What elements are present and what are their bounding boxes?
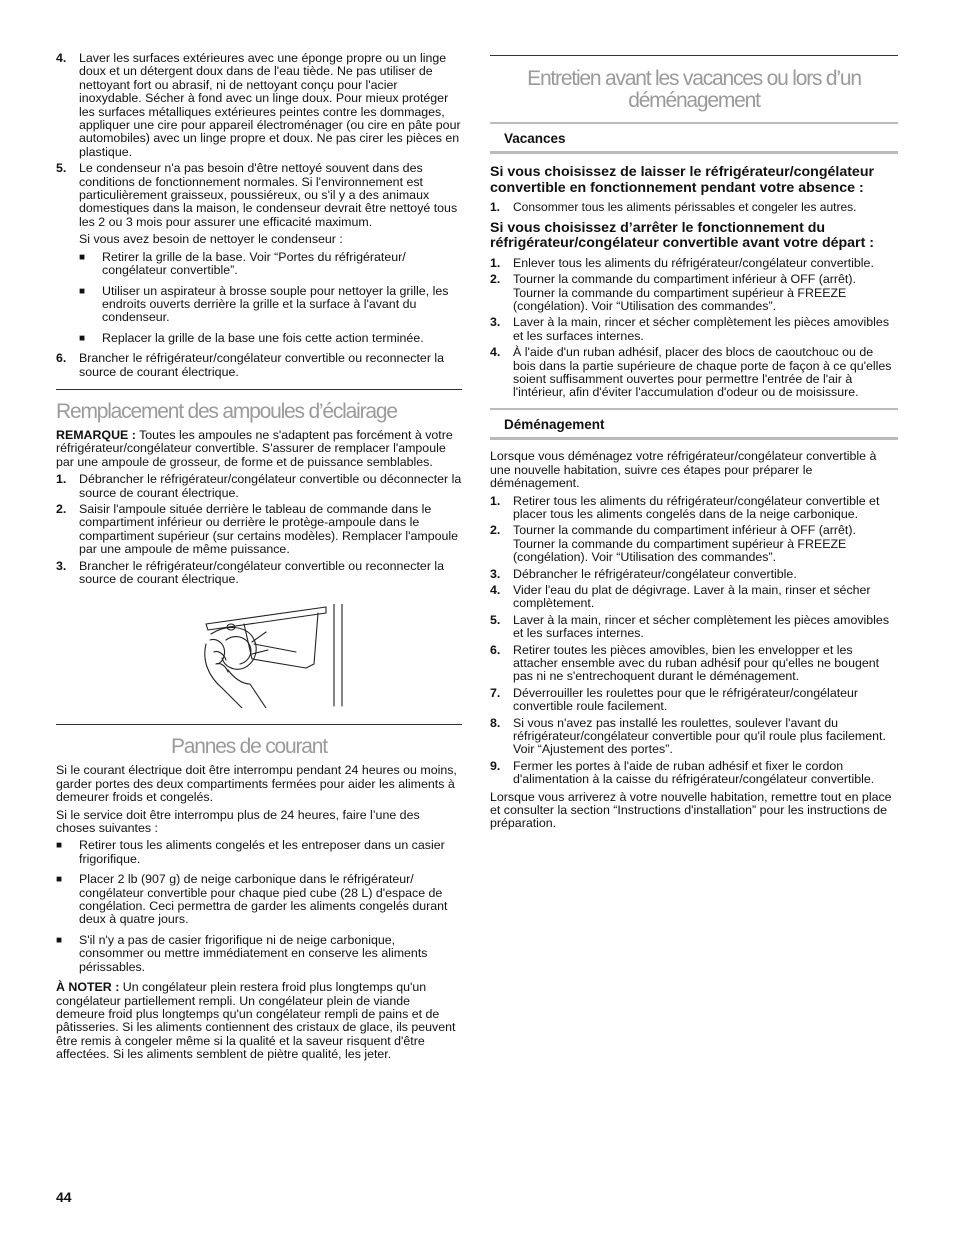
item-number: 2. [490,523,501,538]
item-text: Débrancher le réfrigérateur/congélateur convertible ou déconnecter la source de courant électrique. [79,472,462,500]
item-text: Si vous n'avez pas installé les roulettes, soulever l'avant du réfrigérateur/congélateur convertible pour qu'il roule plus facilement. Voir “Ajustement des portes”. [513,715,886,757]
item-number: 4. [490,345,501,360]
subheading-vacances: Vacances [490,122,898,154]
moving-closing: Lorsque vous arriverez à votre nouvelle habitation, remettre tout en place et consulter la section “Instructions d'installation” pour les instructions de préparation. [490,789,892,831]
item-number: 9. [490,758,501,773]
list-item [490,273,898,313]
item-number: 1. [490,493,501,508]
note-text: Toutes les ampoules ne s'adaptent pas forcément à votre réfrigérateur/congélateur convertible. S'assurer de remplacer l'ampoule par une ampoule de grosseur, de forme et de puissance semblables. [56,427,453,469]
item-number: 1. [490,200,501,215]
item-number: 7. [490,685,501,700]
item-text: Le condenseur n'a pas besoin d'être nettoyé souvent dans des conditions de fonctionnement normales. Si l'environnement est particulièrement graisseux, poussiéreux, ou s'il y a des animaux domestiques dans la maison, le condenseur devrait être nettoyé tous les 2 ou 3 mois pour assurer une efficacité maximum. [79,161,458,229]
vacation-condition-2: Si vous choisissez d’arrêter le fonctionnement du réfrigérateur/congélateur convertible avant votre départ : [490,219,874,252]
item-number: 5. [56,161,67,176]
bullet-icon: ■ [79,332,86,344]
item-text: Laver à la main, rincer et sécher complètement les pièces amovibles et les surfaces internes. [513,612,890,641]
bullet-text: Replacer la grille de la base une fois cette action terminée. [102,330,424,345]
item-text: Laver à la main, rincer et sécher complètement les pièces amovibles et les surfaces internes. [513,315,890,343]
bullet-text: S'il n'y a pas de casier frigorifique ni de neige carbonique, consommer ou mettre immédiatement en conserve les aliments périssables. [79,932,428,974]
list-item [56,503,462,557]
item-text: Saisir l'ampoule située derrière le tableau de commande dans le compartiment inférieur ou derrière le protège-ampoule dans le compartiment supérieur (sur certains modèles). Remplacer l'ampoule par une ampoule de même puissance. [79,501,459,557]
page-number: 44 [56,1189,72,1205]
bullet-item [56,934,462,974]
list-item [490,687,898,714]
note-text: Un congélateur plein restera froid plus longtemps qu'un congélateur partiellement rempli. Un congélateur plein de viande demeure froid plus longtemps qu'un congélateur rempli de pains et de pâtisseries. Si les aliments contiennent des cristaux de glace, ils peuvent être remis à congeler même si la qualité et la saveur risquent d'être affectées. Si les aliments semblent de piètre qualité, les jeter. [56,980,456,1062]
item-text: Retirer toutes les pièces amovibles, bien les envelopper et les attacher ensemble avec du ruban adhésif pour qu'elles ne bougent pas ni ne s'entrechoquent durant le déménagement. [513,642,880,684]
item-text: Laver les surfaces extérieures avec une éponge propre ou un linge doux et un détergent doux dans de l'eau tiède. Ne pas utiliser de nettoyant fort ou abrasif, ni de nettoyant conçu pour l'acier inoxydable. Sécher à fond avec un linge doux. Pour mieux protéger les surfaces métalliques extérieures peintes contre les dommages, appliquer une cire pour appareil électroménager (ou cire en pâte pour automobiles) avec un linge propre et doux. Ne pas cirer les pièces en plastique. [79,51,461,159]
list-item [56,162,462,229]
item-text: Brancher le réfrigérateur/congélateur convertible ou reconnecter la source de courant électrique. [79,351,445,379]
item-text: Déverrouiller les roulettes pour que le réfrigérateur/congélateur convertible roule facilement. [513,685,859,714]
bullet-item [56,839,462,866]
bulb-replacement-illustration [56,604,462,708]
section-title-power: Pannes de courant [171,735,327,759]
item-text: Enlever tous les aliments du réfrigérateur/congélateur convertible. [513,255,874,270]
section-title-bulbs: Remplacement des ampoules d’éclairage [56,399,397,423]
bullet-icon: ■ [79,251,86,263]
condenser-intro: Si vous avez besoin de nettoyer le condenseur : [79,232,343,247]
item-number: 4. [490,582,501,597]
item-number: 3. [56,558,67,573]
bullet-icon: ■ [56,874,63,886]
list-item [490,614,898,641]
subheading-demenagement: Déménagement [490,408,898,440]
section-divider [56,389,462,390]
power-paragraph-2: Si le service doit être interrompu plus de 24 heures, faire l’une des choses suivantes : [56,807,420,836]
item-text: Tourner la commande du compartiment inférieur à OFF (arrêt). Tourner la commande du compartiment supérieur à FREEZE (congélation). Voir “Utilisation des commandes”. [513,523,856,565]
item-number: 2. [56,501,67,516]
list-item [490,316,898,343]
bullet-icon: ■ [56,840,63,852]
list-item [490,495,898,522]
bullet-icon: ■ [56,934,63,946]
hand-bulb-illustration-icon [56,604,462,708]
left-column [56,52,462,1066]
item-text: Brancher le réfrigérateur/congélateur convertible ou reconnecter la source de courant électrique. [79,558,445,586]
list-item [490,584,898,611]
bullet-item [56,873,462,927]
item-text: Tourner la commande du compartiment inférieur à OFF (arrêt). Tourner la commande du compartiment supérieur à FREEZE (congélation). Voir “Utilisation des commandes”. [513,272,856,314]
bullet-item [79,285,462,325]
item-number: 4. [56,51,67,65]
list-item [490,257,898,270]
list-item [56,52,462,159]
right-column [490,55,898,835]
list-item [56,352,462,379]
list-item [490,524,898,564]
note-label: REMARQUE : [56,427,136,442]
item-number: 1. [56,472,67,487]
list-item [490,717,898,757]
bullet-text: Retirer tous les aliments congelés et les entreposer dans un casier frigorifique. [79,838,445,866]
bullet-icon: ■ [79,285,86,297]
list-item [490,201,898,214]
list-item [56,473,462,500]
condenser-bullets [56,251,462,345]
item-text: Retirer tous les aliments du réfrigérateur/congélateur convertible et placer tous les aliments congelés dans de la neige carbonique. [513,493,880,521]
bullet-text: Placer 2 lb (907 g) de neige carbonique dans le réfrigérateur/ congélateur convertible pour chaque pied cube (28 L) d'espace de congélation. Ceci permettra de garder les aliments congelés durant deux à quatre jours. [79,872,448,927]
bullet-item [79,251,462,278]
list-item [490,760,898,787]
bullet-item [79,332,462,345]
item-text: À l'aide d'un ruban adhésif, placer des blocs de caoutchouc ou de bois dans la partie supérieure de chaque porte de façon à ce qu'elles soient suffisamment ouvertes pour permettre l'entrée de l'air à l'intérieur, afin d'éviter l'accumulation d'odeur ou de moisissure. [513,345,892,400]
note-label: À NOTER : [56,980,120,995]
item-number: 1. [490,255,501,270]
power-paragraph-1: Si le courant électrique doit être interrompu pendant 24 heures ou moins, garder portes des deux compartiments fermées pour aider les aliments à demeurer froids et congelés. [56,763,457,805]
bulbs-note [56,429,462,469]
section-title-vacation: Entretien avant les vacances ou lors d’un déménagement [527,67,861,112]
item-text: Vider l'eau du plat de dégivrage. Laver à la main, rinser et sécher complètement. [513,582,871,611]
item-number: 6. [56,351,67,366]
section-divider [490,55,898,56]
bullet-text: Utiliser un aspirateur à brosse souple pour nettoyer la grille, les endroits ouverts derrière la grille et la surface à l'avant du condenseur. [102,283,449,325]
item-number: 5. [490,612,501,627]
item-text: Consommer tous les aliments périssables et congeler les autres. [513,200,857,215]
item-text: Fermer les portes à l'aide de ruban adhésif et fixer le cordon d'alimentation à la caisse du réfrigérateur/congélateur convertible. [513,758,875,787]
bullet-text: Retirer la grille de la base. Voir “Portes du réfrigérateur/ congélateur convertible”. [102,249,406,278]
item-number: 8. [490,715,501,730]
list-item [490,346,898,400]
moving-intro: Lorsque vous déménagez votre réfrigérateur/congélateur convertible à une nouvelle habitation, suivre ces étapes pour préparer le déménagement. [490,449,877,491]
vacation-condition-1: Si vous choisissez de laisser le réfrigérateur/congélateur convertible en fonctionnement pendant votre absence : [490,164,875,196]
item-number: 3. [490,566,501,581]
section-divider [56,724,462,725]
list-item [490,568,898,581]
item-number: 2. [490,272,501,287]
item-text: Débrancher le réfrigérateur/congélateur convertible. [513,566,797,581]
power-note [56,981,462,1061]
list-item [490,644,898,684]
list-item [56,560,462,587]
item-number: 3. [490,315,501,330]
item-number: 6. [490,642,501,657]
